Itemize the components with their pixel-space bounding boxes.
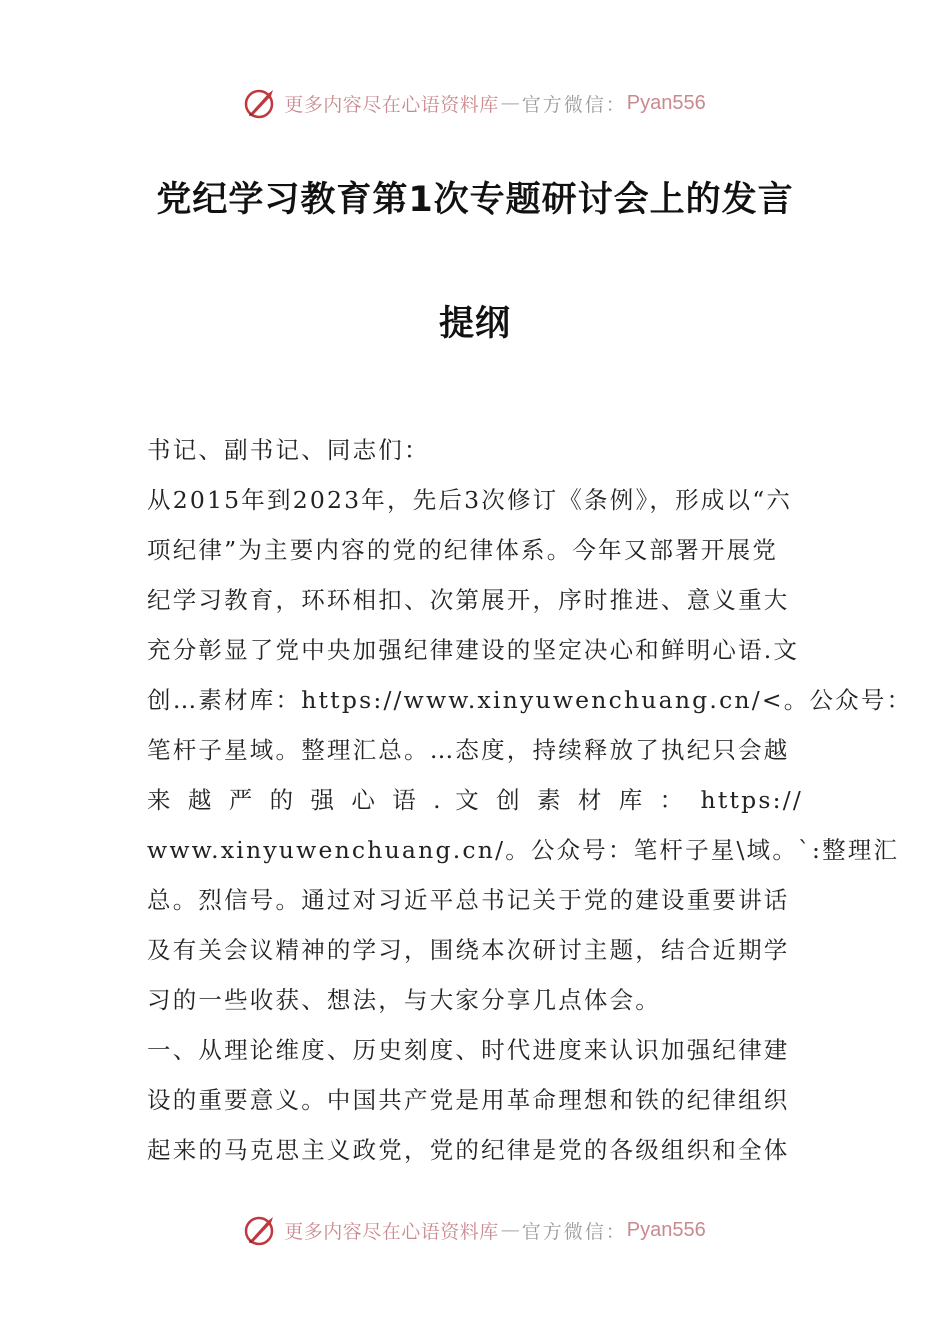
body-line: 充分彰显了党中央加强纪律建设的坚定决心和鲜明心语.文 xyxy=(147,636,800,664)
watermark-text: 更多内容尽在心语资料库 xyxy=(284,1220,499,1243)
body-line: 起来的马克思主义政党，党的纪律是党的各级组织和全体 xyxy=(147,1136,790,1164)
body-line: 创…素材库：https://www.xinyuwenchuang.cn/<。公众号： xyxy=(147,686,913,714)
watermark-id: Pyan556 xyxy=(626,91,706,114)
body-line: 一、从理论维度、历史刻度、时代进度来认识加强纪律建 xyxy=(147,1036,790,1064)
body-line: www.xinyuwenchuang.cn/。公众号：笔杆子星\域。`:整理汇 xyxy=(147,836,900,864)
watermark-label: 官方微信： xyxy=(521,1220,627,1243)
body-line: 来 越 严 的 强 心 语 . 文 创 素 材 库 ： https:// xyxy=(147,786,803,814)
pen-logo-icon xyxy=(244,86,278,120)
body-line: 纪学习教育，环环相扣、次第展开，序时推进、意义重大 xyxy=(147,586,790,614)
body-line: 及有关会议精神的学习，围绕本次研讨主题，结合近期学 xyxy=(147,936,790,964)
watermark-label: 官方微信： xyxy=(521,93,627,116)
body-line: 从2015年到2023年，先后3次修订《条例》，形成以“六 xyxy=(147,486,793,514)
body-line: 笔杆子星域。整理汇总。…态度，持续释放了执纪只会越 xyxy=(147,736,790,764)
watermark-separator: — xyxy=(500,92,520,114)
body-line: 总。烈信号。通过对习近平总书记关于党的建设重要讲话 xyxy=(147,886,790,914)
body-line: 项纪律”为主要内容的党的纪律体系。今年又部署开展党 xyxy=(147,536,779,564)
body-line: 习的一些收获、想法，与大家分享几点体会。 xyxy=(147,986,661,1014)
document-body xyxy=(147,425,913,1175)
watermark-id: Pyan556 xyxy=(626,1218,706,1241)
body-line: 设的重要意义。中国共产党是用革命理想和铁的纪律组织 xyxy=(147,1086,790,1114)
document-title-line-1: 党纪学习教育第1次专题研讨会上的发言 xyxy=(156,180,794,220)
footer-watermark xyxy=(0,1210,950,1250)
watermark-text: 更多内容尽在心语资料库 xyxy=(284,93,499,116)
pen-logo-icon xyxy=(244,1213,278,1247)
document-title-line-2: 提纲 xyxy=(438,304,511,344)
body-line: 书记、副书记、同志们： xyxy=(147,436,430,464)
watermark-separator: — xyxy=(500,1219,520,1241)
header-watermark xyxy=(0,83,950,123)
